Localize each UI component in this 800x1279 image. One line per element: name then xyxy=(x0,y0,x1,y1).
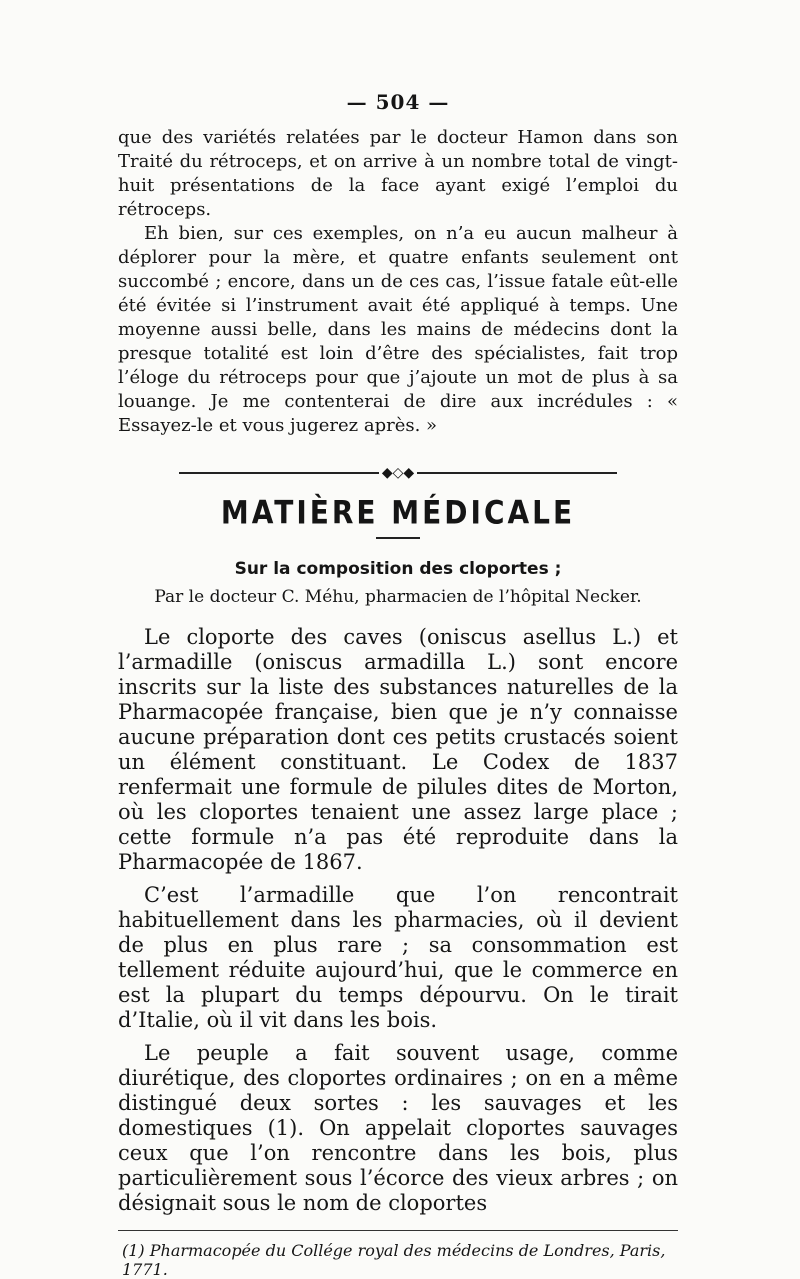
body-paragraph-1: Le cloporte des caves (oniscus asellus L.) et l’armadille (oniscus armadilla L.) sont encore inscrits sur la liste des substances naturelles de la Pharmacopée française, bien que je n’y connaisse aucune préparation dont ces petits crustacés soient un élément constituant. Le Codex de 1837 renfermait une formule de pilules dites de Morton, où les cloportes tenaient une assez large place ; cette formule n’a pas été reproduite dans la Pharmacopée de 1867. xyxy=(118,625,678,874)
page-number: — 504 — xyxy=(346,90,450,114)
article-title: Sur la composition des cloportes ; xyxy=(234,559,562,579)
divider-ornament-icon: ◆◇◆ xyxy=(381,465,415,481)
article-body xyxy=(118,625,678,1216)
footnote-rule xyxy=(118,1230,678,1231)
page xyxy=(118,90,678,1279)
body-paragraph-2: C’est l’armadille que l’on rencontrait habituellement dans les pharmacies, où il devient de plus en plus rare ; sa consommation est tellement réduite aujourd’hui, que le commerce en est la plupart du temps dépourvu. On le tirait d’Italie, où il vit dans les bois. xyxy=(118,883,678,1032)
continuation-paragraph-2: Eh bien, sur ces exemples, on n’a eu aucun malheur à déplorer pour la mère, et quatre enfants seulement ont succombé ; encore, dans un de ces cas, l’issue fatale eût-elle été évitée si l’instrument avait été appliqué à temps. Une moyenne aussi belle, dans les mains de médecins dont la presque totalité est loin d’être des spécialistes, fait trop l’éloge du rétroceps pour que j’ajoute un mot de plus à sa louange. Je me contenterai de dire aux incrédules : « Essayez-le et vous jugerez après. » xyxy=(118,223,678,436)
divider-line-left xyxy=(179,472,379,474)
continuation-paragraph-1: que des variétés relatées par le docteur Hamon dans son Traité du rétroceps, et on arrive à un nombre total de vingt-huit présentations de la face ayant exigé l’emploi du rétroceps. xyxy=(118,127,678,220)
section-divider xyxy=(118,466,678,480)
divider-line-right xyxy=(417,472,617,474)
continuation-text xyxy=(118,126,678,438)
body-paragraph-3: Le peuple a fait souvent usage, comme diurétique, des cloportes ordinaires ; on en a même distingué deux sortes : les sauvages et les domestiques (1). On appelait cloportes sauvages ceux que l’on rencontre dans les bois, plus particulièrement sous l’écorce des vieux arbres ; on désignait sous le nom de cloportes xyxy=(118,1041,678,1215)
article-byline: Par le docteur C. Méhu, pharmacien de l’hôpital Necker. xyxy=(154,587,642,607)
section-title: MATIÈRE MÉDICALE xyxy=(220,493,576,532)
footnote: (1) Pharmacopée du Collége royal des médecins de Londres, Paris, 1771. xyxy=(122,1241,666,1279)
title-underline xyxy=(376,537,420,539)
